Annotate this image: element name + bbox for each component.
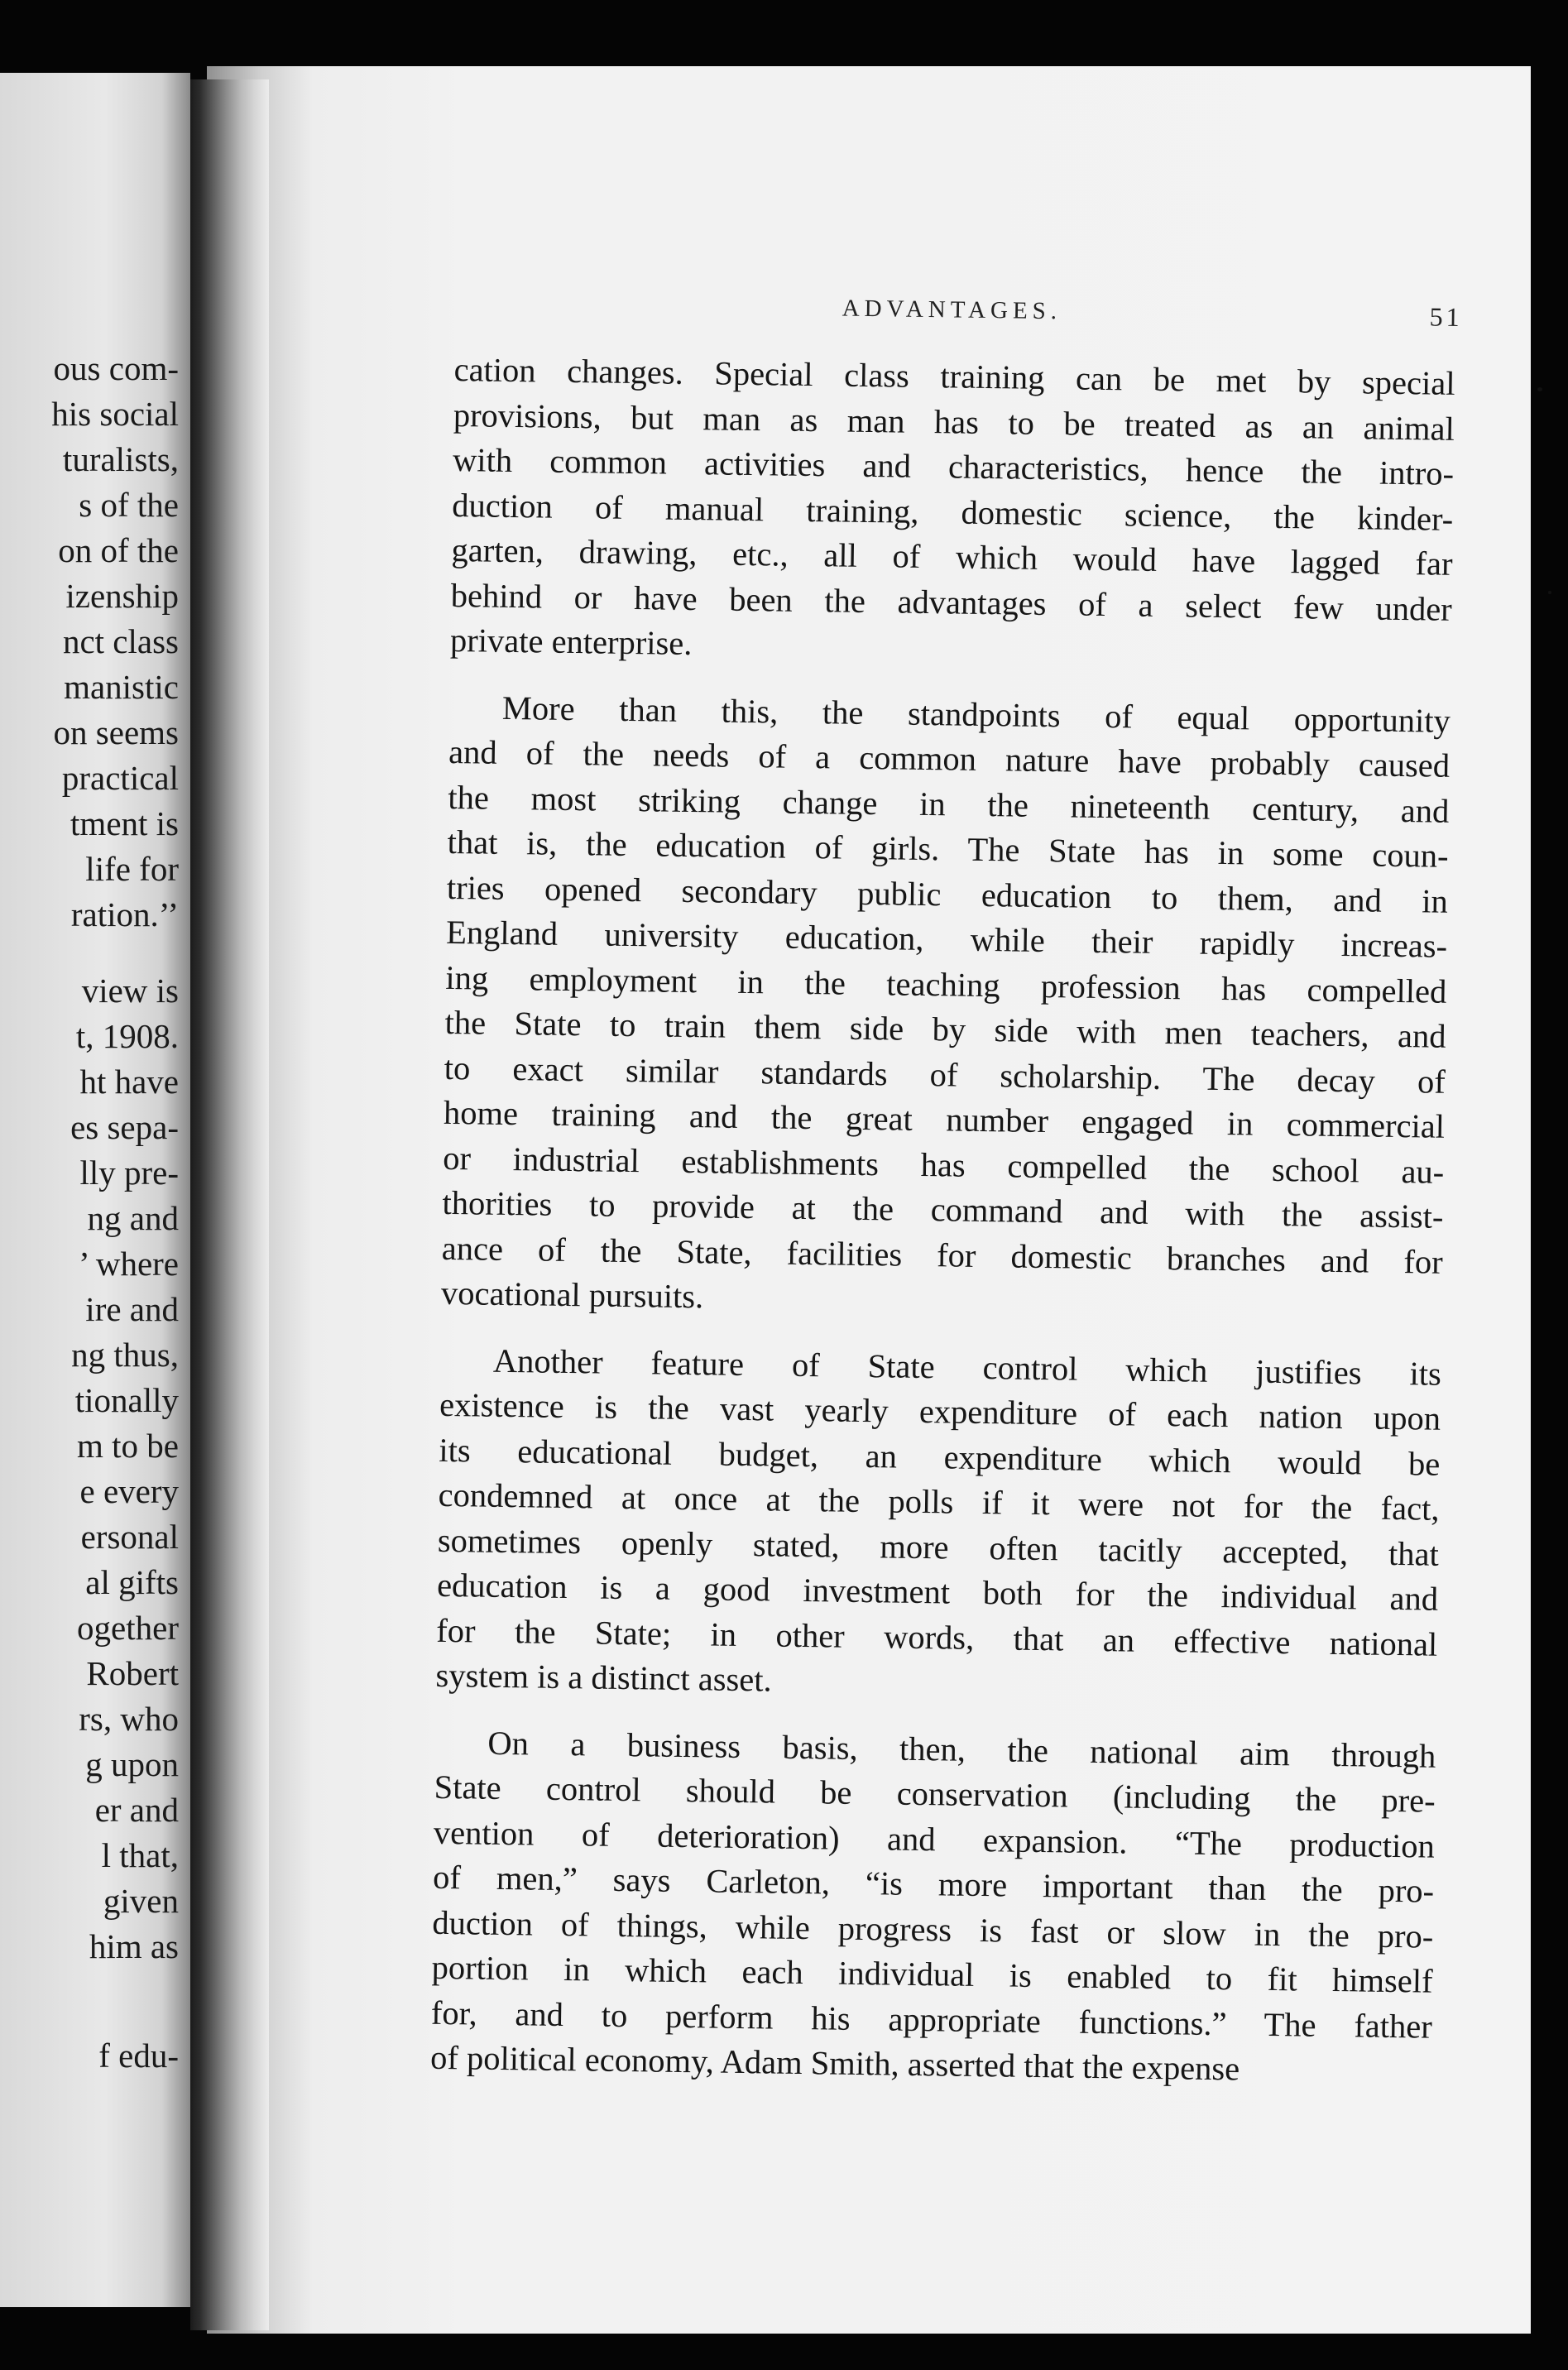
text-line: On a business basis, then, the national aim through	[487, 1724, 1436, 1775]
text-line: home training and the great number engaged in commercial	[443, 1093, 1446, 1145]
facing-page	[0, 73, 190, 2307]
text-line: portion in which each individual is enabled to fit himself	[431, 1948, 1433, 2000]
text-line: of men,” says Carleton, “is more important than the pro-	[432, 1858, 1435, 1910]
text-line: cation changes. Special class training can be met by special	[453, 350, 1455, 402]
facing-page-line: m to be	[77, 1427, 179, 1465]
text-line: or industrial establishments has compelled the school au-	[443, 1139, 1445, 1191]
text-line: garten, drawing, etc., all of which would have lagged far	[451, 530, 1453, 583]
paragraph	[435, 1337, 1441, 1712]
text-line: ing employment in the teaching profession has compelled	[445, 958, 1447, 1010]
facing-page-line: lly pre-	[79, 1154, 179, 1192]
text-line: its educational budget, an expenditure which would be	[439, 1431, 1441, 1483]
text-line: vocational pursuits.	[440, 1274, 704, 1316]
dust-speck	[1537, 387, 1542, 391]
facing-page-line: ’ where	[78, 1245, 179, 1283]
text-line: to exact similar standards of scholarship. The decay of	[444, 1048, 1446, 1101]
facing-page-line: practical	[61, 759, 179, 797]
facing-page-line: given	[103, 1882, 179, 1920]
facing-page-line: view is	[81, 972, 179, 1010]
facing-page-line: Robert	[86, 1654, 179, 1692]
text-line: duction of manual training, domestic science, the kinder-	[452, 486, 1454, 538]
facing-page-line: his social	[51, 395, 179, 433]
facing-page-line: nct class	[62, 622, 179, 660]
text-line: system is a distinct asset.	[435, 1656, 772, 1699]
text-line: and of the needs of a common nature have probably caused	[448, 732, 1451, 784]
dust-speck	[1548, 591, 1551, 594]
page-number: 51	[1429, 301, 1463, 333]
facing-page-line: ogether	[77, 1609, 179, 1647]
text-line: education is a good investment both for the individual and	[436, 1566, 1439, 1618]
text-line: provisions, but man as man has to be treated as an animal	[453, 396, 1455, 448]
text-line: tries opened secondary public education to them, and in	[446, 868, 1449, 920]
text-line: that is, the education of girls. The State has in some coun-	[447, 823, 1449, 875]
text-line: of political economy, Adam Smith, asserted that the expense	[429, 2038, 1240, 2088]
facing-page-line: ous com-	[53, 349, 179, 387]
text-line: with common activities and characteristics, hence the intro-	[452, 440, 1455, 492]
facing-page-line: l that,	[101, 1836, 179, 1874]
facing-page-line: es sepa-	[70, 1108, 179, 1146]
text-line: ance of the State, facilities for domestic branches and for	[441, 1229, 1444, 1281]
text-line: the State to train them side by side with men teachers, and	[444, 1003, 1446, 1055]
facing-page-line: ht have	[79, 1063, 179, 1101]
facing-page-line: rs, who	[79, 1700, 179, 1738]
paragraph	[450, 348, 1455, 677]
facing-page-text	[0, 346, 179, 2079]
facing-page-line: g upon	[85, 1745, 179, 1783]
text-line: sometimes openly stated, more often tacitly accepted, that	[437, 1521, 1440, 1573]
text-line: England university education, while their rapidly increas-	[445, 913, 1448, 965]
facing-page-line: ng and	[87, 1199, 179, 1237]
paragraph	[430, 1720, 1436, 2094]
facing-page-line: t, 1908.	[75, 1017, 179, 1055]
facing-page-line: manistic	[64, 668, 179, 706]
text-line: behind or have been the advantages of a select few under	[450, 576, 1453, 628]
text-line: the most striking change in the nineteenth century, and	[448, 778, 1450, 830]
text-line: More than this, the standpoints of equal opportunity	[501, 688, 1451, 740]
paragraph-gap	[0, 938, 179, 968]
facing-page-line: tionally	[74, 1381, 179, 1419]
facing-page-line: ersonal	[80, 1518, 179, 1556]
facing-page-line: s of the	[79, 486, 179, 524]
text-line: for, and to perform his appropriate functions.” The father	[430, 1993, 1433, 2046]
text-line: Another feature of State control which justifies its	[492, 1341, 1442, 1393]
text-line: existence is the vast yearly expenditure of each nation upon	[439, 1385, 1441, 1437]
facing-page-line: turalists,	[62, 440, 179, 478]
facing-page-line: him as	[89, 1927, 179, 1965]
facing-page-line: on of the	[58, 531, 179, 569]
facing-page-line: er and	[94, 1791, 179, 1829]
book-page	[207, 66, 1531, 2334]
text-line: thorities to provide at the command and with the assist-	[442, 1183, 1444, 1235]
body-text	[430, 348, 1455, 2094]
text-line: private enterprise.	[449, 621, 693, 663]
text-line: State control should be conservation (including the pre-	[434, 1768, 1436, 1820]
facing-page-line: f edu-	[98, 2037, 179, 2075]
facing-page-line: life for	[85, 850, 179, 888]
facing-page-line: al gifts	[85, 1563, 179, 1601]
page-content	[429, 290, 1463, 2094]
facing-page-line: ire and	[85, 1290, 179, 1328]
facing-page-line: ng thus,	[71, 1336, 179, 1374]
text-line: duction of things, while progress is fast or slow in the pro-	[432, 1903, 1434, 1955]
binding-gutter	[190, 79, 269, 2330]
text-line: condemned at once at the polls if it were not for the fact,	[438, 1475, 1440, 1528]
facing-page-line: tment is	[70, 804, 179, 842]
text-line: vention of deterioration) and expansion. “The production	[433, 1813, 1436, 1865]
running-title: ADVANTAGES.	[842, 295, 1062, 325]
facing-page-line: e every	[79, 1472, 179, 1510]
text-line: for the State; in other words, that an effective national	[436, 1611, 1438, 1663]
facing-page-line: on seems	[53, 713, 179, 751]
facing-page-line: izenship	[65, 577, 179, 615]
paragraph-gap	[0, 1969, 179, 2033]
paragraph	[441, 684, 1451, 1330]
facing-page-line: ration.’’	[70, 895, 179, 933]
